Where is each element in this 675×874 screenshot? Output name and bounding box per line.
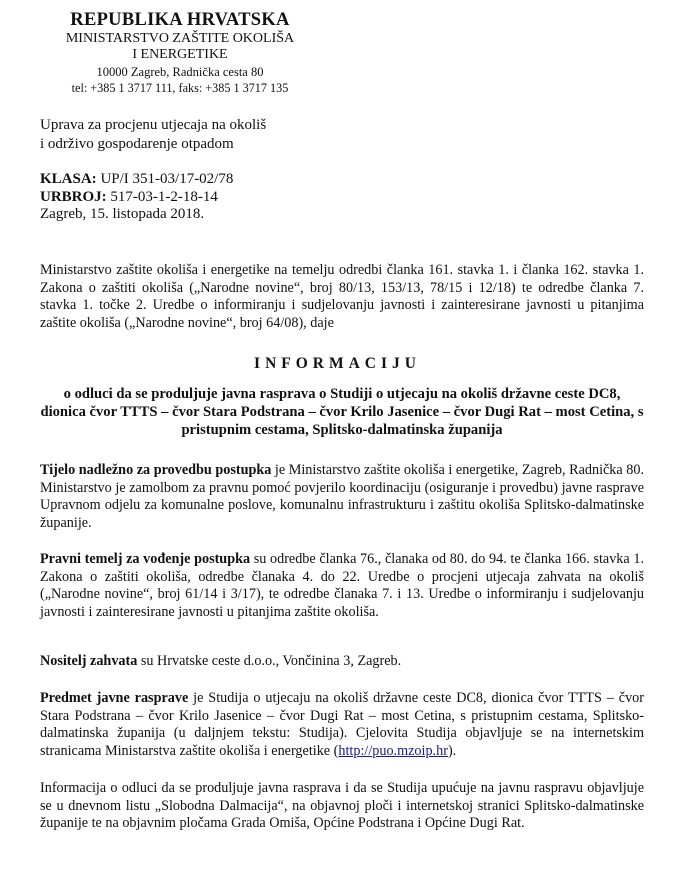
competent-body-label: Tijelo nadležno za provedbu postupka (40, 462, 272, 478)
debate-subject-closing: ). (447, 742, 457, 759)
intro-paragraph: Ministarstvo zaštite okoliša i energetike na temelju odredbi članka 161. stavka 1. i članka 162. stavka 1. Zakona o zaštiti okoliša („Narodne novine“, broj 80/13, 153/13, 78/15 i 12/18) te odredbe članka 7. stavka 1. točke 2. Uredbe o informiranju i sudjelovanju javnosti i zainteresirane javnosti u pitanjima zaštite okoliša („Narodne novine“, broj 64/08), daje (40, 262, 644, 331)
project-holder-paragraph (40, 653, 644, 671)
publication-info-paragraph: Informacija o odluci da se produljuje javna rasprava i da se Studija upućuje na javnu raspravu objavljuje se u dnevnom listu „Slobodna Dalmacija“, na objavnoj ploči i internetskoj stranici Splitsko-dalmatinske županije te na objavnim pločama Grada Omiša, Općine Podstrana i Općine Dugi Rat. (40, 780, 644, 831)
project-holder-text: su Hrvatske ceste d.o.o., Vončinina 3, Zagreb. (137, 653, 402, 669)
department-line1: Uprava za procjenu utjecaja na okoliš (40, 117, 267, 133)
ministry-address: 10000 Zagreb, Radnička cesta 80 (96, 65, 264, 79)
country-name: REPUBLIKA HRVATSKA (70, 10, 290, 30)
urbroj-label: URBROJ: (40, 188, 107, 205)
competent-body-text: je Ministarstvo zaštite okoliša i energetike, Zagreb, Radnička 80. Ministarstvo je zamolbom za pravnu pomoć povjerilo koordinaciju (osiguranje i provedbu) javne rasprave Upravnom odjelu za komunalne poslove, komunalnu infrastrukturu i zaštitu okoliša Splitsko-dalmatinske županije. (40, 462, 645, 531)
ministry-name-line2: I ENERGETIKE (132, 47, 228, 62)
letterhead (50, 10, 310, 96)
reference-block (40, 171, 233, 224)
document-title: INFORMACIJU (254, 355, 421, 372)
legal-basis-paragraph (40, 551, 644, 621)
ministry-website-link[interactable]: http://puo.mzoip.hr (338, 742, 448, 759)
debate-subject-label: Predmet javne rasprave (40, 690, 189, 706)
ministry-name-line1: MINISTARSTVO ZAŠTITE OKOLIŠA (65, 31, 295, 46)
klasa-label: KLASA: (40, 171, 97, 187)
debate-subject-paragraph (40, 690, 644, 760)
department-line2: i održivo gospodarenje otpadom (40, 136, 234, 152)
klasa-value: UP/I 351-03/17-02/78 (100, 171, 234, 187)
urbroj-value: 517-03-1-2-18-14 (110, 188, 218, 205)
document-subject: o odluci da se produljuje javna rasprava o Studiji o utjecaju na okoliš državne ceste DC8, dionica čvor TTTS – čvor Stara Podstrana – čvor Krilo Jasenice – čvor Dugi Rat – most Cetina, s pristupnim cestama, Splitsko-dalmatinska županija (40, 386, 644, 438)
klasa-row (40, 171, 233, 189)
legal-basis-text: su odredbe članka 76., članaka od 80. do 94. te članka 166. stavka 1. Zakona o zaštiti okoliša, odredbe članaka 4. do 22. Uredbe o procjeni utjecaja zahvata na okoliš („Narodne novine“, broj 61/14 i 3/17), te odredbe članaka 7. i 13. Uredbe o informiranju i sudjelovanju javnosti i zainteresirane javnosti u pitanjima zaštite okoliša. (40, 551, 644, 620)
ministry-contact: tel: +385 1 3717 111, faks: +385 1 3717 135 (71, 81, 289, 95)
place-date: Zagreb, 15. listopada 2018. (40, 206, 205, 222)
project-holder-label: Nositelj zahvata (40, 653, 138, 669)
urbroj-row (40, 189, 233, 207)
competent-body-paragraph (40, 462, 644, 532)
legal-basis-label: Pravni temelj za vođenje postupka (40, 551, 251, 567)
debate-subject-text: je Studija o utjecaju na okoliš državne ceste DC8, dionica čvor TTTS – čvor Stara Podstrana – čvor Krilo Jasenice – čvor Dugi Rat – most Cetina, s pristupnim cestama, Splitsko-dalmatinska županija (u daljnjem tekstu: Studija). Cjelovita Studija objavljuje se na internetskim stranicama Ministarstva zaštite okoliša i energetike ( (40, 690, 644, 759)
department-block (40, 116, 266, 154)
